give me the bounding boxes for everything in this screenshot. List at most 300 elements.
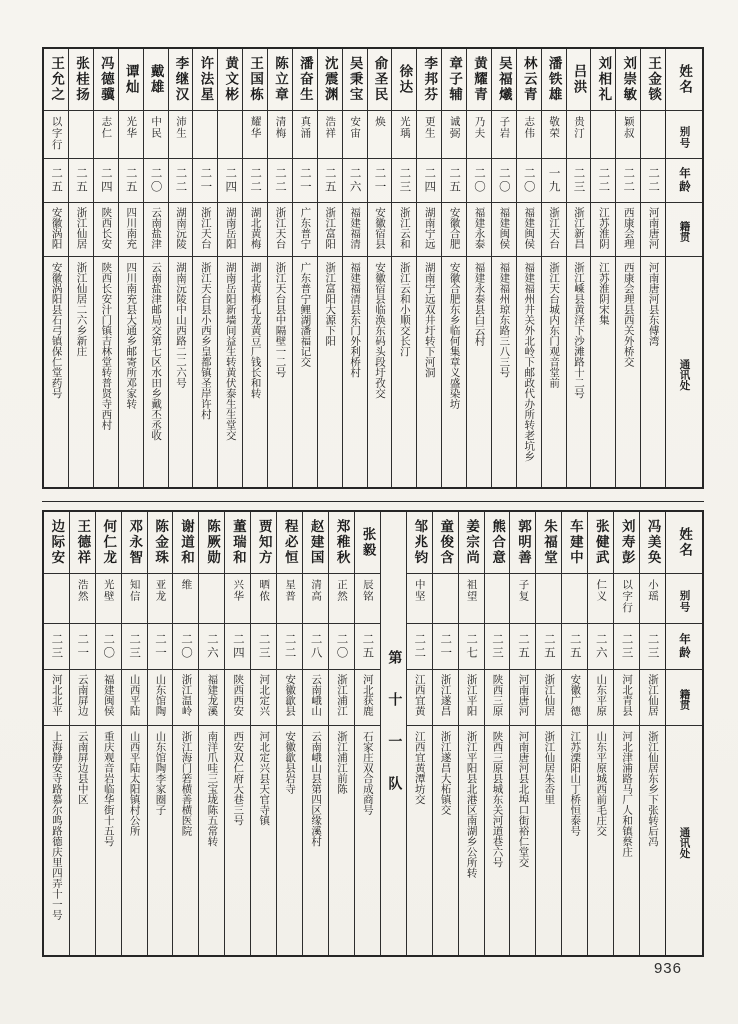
- entry-alias: 颖叔: [616, 111, 640, 159]
- entry-alias: 光瑀: [392, 111, 416, 159]
- entry-alias: 志伟: [517, 111, 541, 159]
- entry-address: 云南峨山县第四区缘溪村: [310, 731, 322, 847]
- entry-age: 二〇: [492, 159, 516, 203]
- entry-alias: 光华: [119, 111, 143, 159]
- person-column: [93, 49, 118, 487]
- entry-name: 吴秉宝: [343, 49, 367, 111]
- entry-address: 重庆观音岩临华街十五号: [102, 731, 114, 847]
- entry-address: 安徽歙县岩寺: [284, 731, 296, 794]
- header-origin-cell: [666, 670, 702, 726]
- entry-address: 河南唐河县北埠口街裕仁堂交: [517, 731, 529, 868]
- entry-alias: [485, 574, 510, 624]
- entry-name: 朱福堂: [536, 512, 561, 574]
- entry-alias: 亚龙: [148, 574, 173, 624]
- entry-alias: 中坚: [407, 574, 432, 624]
- entry-address: 云南盐津邮局交第七区水田乡戴丕丞收: [150, 262, 162, 441]
- entry-origin: 云南盐津: [144, 203, 168, 257]
- entry-age: 二二: [268, 159, 292, 203]
- entry-age: 二五: [69, 159, 93, 203]
- entry-origin: 陕西长安: [94, 203, 118, 257]
- person-column: [466, 49, 491, 487]
- entry-origin: 河北获鹿: [355, 670, 380, 726]
- entry-alias: [433, 574, 458, 624]
- entry-address: 云南屏边县中区: [76, 731, 88, 805]
- entry-alias: 诚弼: [442, 111, 466, 159]
- entry-origin: 河北定兴: [251, 670, 276, 726]
- entry-origin: 安徽涡阳: [44, 203, 68, 257]
- entry-alias: [591, 111, 615, 159]
- page-number: 936: [653, 960, 682, 977]
- header-alias-cell: [666, 574, 702, 624]
- entry-age: 二三: [251, 624, 276, 670]
- entry-alias: 辰铭: [355, 574, 380, 624]
- entry-origin: 福建龙溪: [199, 670, 224, 726]
- entry-origin: 湖南沅陵: [169, 203, 193, 257]
- entry-age: 二三: [392, 159, 416, 203]
- entry-alias: 中民: [144, 111, 168, 159]
- entry-origin: 河南唐河: [510, 670, 535, 726]
- entry-age: 二四: [218, 159, 242, 203]
- entry-address: 陕西长安汁门镇吉林堂转普贤寺西村: [100, 262, 112, 430]
- header-name: 姓名: [677, 527, 693, 558]
- entry-name: 陈立章: [268, 49, 292, 111]
- entry-origin: 福建福清: [343, 203, 367, 257]
- entry-name: 郭明善: [510, 512, 535, 574]
- entry-age: 二四: [94, 159, 118, 203]
- entry-name: 李继汉: [169, 49, 193, 111]
- entry-name: 郑稚秋: [329, 512, 354, 574]
- entry-name: 童俊含: [433, 512, 458, 574]
- entry-age: 二五: [44, 159, 68, 203]
- entry-name: 潘铁雄: [542, 49, 566, 111]
- entry-address: 河北定兴县天官寺镇: [258, 731, 270, 826]
- person-column: [172, 512, 198, 955]
- entry-address: 西康会理县西关外桥交: [622, 262, 634, 367]
- entry-address: 南洋爪哇三宝垅陈五常转: [206, 731, 218, 847]
- header-origin: 籍贯: [678, 689, 690, 710]
- entry-address: 上海静安寺路慕尔鸣路德庆里四弄十一号: [50, 731, 62, 920]
- person-column: [561, 512, 587, 955]
- entry-name: 陈金珠: [148, 512, 173, 574]
- entry-origin: 浙江富阳: [318, 203, 342, 257]
- entry-origin: 福建闽侯: [517, 203, 541, 257]
- entry-age: 二〇: [173, 624, 198, 670]
- person-column: [242, 49, 267, 487]
- entry-address: 福建永泰县白云村: [473, 262, 485, 346]
- entry-address: 河北津浦路马厂人和镇蔡庄: [621, 731, 633, 857]
- entry-address: 浙江浦江前陈: [335, 731, 347, 794]
- entry-alias: 清梅: [268, 111, 292, 159]
- person-column: [68, 49, 93, 487]
- entry-name: 俞圣民: [368, 49, 392, 111]
- entry-age: 二二: [591, 159, 615, 203]
- entry-name: 程必恒: [277, 512, 302, 574]
- entry-origin: 浙江浦江: [329, 670, 354, 726]
- entry-address: 福建福清县东门外利桥村: [349, 262, 361, 378]
- entry-name: 戴雄: [144, 49, 168, 111]
- entry-origin: 河北北平: [44, 670, 69, 726]
- entry-address: 山西平陆太阳镇村公所: [128, 731, 140, 836]
- person-column: [516, 49, 541, 487]
- entry-age: 二二: [407, 624, 432, 670]
- entry-origin: 浙江仙居: [536, 670, 561, 726]
- entry-origin: 浙江云和: [392, 203, 416, 257]
- entry-age: 二六: [199, 624, 224, 670]
- entry-address: 山东馆陶李家圈子: [154, 731, 166, 815]
- person-column: [118, 49, 143, 487]
- entry-name: 邓永智: [122, 512, 147, 574]
- person-column: [640, 49, 665, 487]
- entry-age: 一九: [542, 159, 566, 203]
- entry-age: 二一: [148, 624, 173, 670]
- person-column: [416, 49, 441, 487]
- entry-address: 广东普宁鲤湖潘福记交: [299, 262, 311, 367]
- entry-alias: 真涌: [293, 111, 317, 159]
- entry-name: 沈震渊: [318, 49, 342, 111]
- person-column: [224, 512, 250, 955]
- person-column: [566, 49, 591, 487]
- entry-origin: 四川南充: [119, 203, 143, 257]
- entry-age: 二四: [417, 159, 441, 203]
- entry-address: 江苏淮阴宋集: [597, 262, 609, 325]
- section-divider-line: [42, 501, 704, 502]
- entry-alias: 光壁: [96, 574, 121, 624]
- field-labels-column: [665, 512, 702, 955]
- entry-origin: 陕西三原: [485, 670, 510, 726]
- entry-name: 王德祥: [70, 512, 95, 574]
- entry-age: 二六: [343, 159, 367, 203]
- person-column: [615, 49, 640, 487]
- person-column: [590, 49, 615, 487]
- entry-origin: 浙江温岭: [173, 670, 198, 726]
- entry-origin: 西康会理: [616, 203, 640, 257]
- entry-address: 安徽宿县临涣东码头段圩孜交: [373, 262, 385, 399]
- entry-name: 王允之: [44, 49, 68, 111]
- entry-alias: [44, 574, 69, 624]
- person-column: [276, 512, 302, 955]
- person-column: [44, 49, 68, 487]
- entry-name: 陈厥勋: [199, 512, 224, 574]
- entry-age: 二五: [562, 624, 587, 670]
- header-alias: 别号: [678, 125, 690, 149]
- entry-age: 二〇: [517, 159, 541, 203]
- entry-origin: 福建永泰: [467, 203, 491, 257]
- entry-age: 二五: [510, 624, 535, 670]
- entry-age: 二一: [433, 624, 458, 670]
- entry-address: 山东平原城西前毛庄交: [595, 731, 607, 836]
- entry-alias: 祖望: [459, 574, 484, 624]
- entry-origin: 福建闽侯: [96, 670, 121, 726]
- entry-address: 浙江仙居二六乡新庄: [75, 262, 87, 357]
- person-column: [639, 512, 665, 955]
- entry-age: 二一: [293, 159, 317, 203]
- entry-address: 浙江遂昌大柘镇交: [439, 731, 451, 815]
- entry-address: 湖南宁远双井圩转下河洞: [423, 262, 435, 378]
- entry-name: 谢道和: [173, 512, 198, 574]
- entry-origin: 河北青县: [614, 670, 639, 726]
- entry-address: 福建福州琼东路三八三号: [498, 262, 510, 378]
- entry-origin: 浙江天台: [193, 203, 217, 257]
- person-column: [535, 512, 561, 955]
- person-column: [441, 49, 466, 487]
- entry-alias: [218, 111, 242, 159]
- person-column: [192, 49, 217, 487]
- entry-age: 二三: [567, 159, 591, 203]
- entry-alias: 仁义: [588, 574, 613, 624]
- entry-age: 二二: [616, 159, 640, 203]
- entry-age: 二七: [459, 624, 484, 670]
- entry-age: 二四: [225, 624, 250, 670]
- header-address-cell: [666, 726, 702, 955]
- header-alias-cell: [666, 111, 702, 159]
- entry-name: 姜宗尚: [459, 512, 484, 574]
- entry-alias: [199, 574, 224, 624]
- entry-alias: 维: [173, 574, 198, 624]
- entry-name: 吕洪: [567, 49, 591, 111]
- person-column: [198, 512, 224, 955]
- entry-alias: 志仁: [94, 111, 118, 159]
- entry-address: 浙江仙居朱岙里: [543, 731, 555, 805]
- entry-address: 浙江仙居东乡下张转后冯: [647, 731, 659, 847]
- header-name: 姓名: [677, 64, 693, 95]
- person-column: [95, 512, 121, 955]
- entry-address: 四川南充县大通乡邮寄所邓家转: [125, 262, 137, 409]
- entries-top: [44, 49, 665, 487]
- entry-alias: 子复: [510, 574, 535, 624]
- entry-origin: 湖北黄梅: [243, 203, 267, 257]
- entry-origin: 浙江仙居: [640, 670, 665, 726]
- header-alias: 别号: [678, 589, 690, 613]
- entry-origin: 浙江天台: [268, 203, 292, 257]
- entry-address: 河南唐河县东傅湾: [647, 262, 659, 346]
- entry-name: 谭灿: [119, 49, 143, 111]
- header-address: 通讯处: [678, 827, 690, 859]
- entry-address: 西安双仁府大巷三号: [232, 731, 244, 826]
- entry-address: 安徽涡阳县石弓镇保仁堂药号: [50, 262, 62, 399]
- entry-name: 车建中: [562, 512, 587, 574]
- entry-origin: 浙江天台: [542, 203, 566, 257]
- entry-alias: [562, 574, 587, 624]
- person-column: [44, 512, 69, 955]
- entry-address: 浙江天台县小西乡皇都镇圣岸许村: [199, 262, 211, 420]
- entry-name: 边际安: [44, 512, 69, 574]
- entry-alias: 安宙: [343, 111, 367, 159]
- entry-alias: 敬荣: [542, 111, 566, 159]
- entry-alias: 知信: [122, 574, 147, 624]
- entry-alias: [536, 574, 561, 624]
- header-origin-cell: [666, 203, 702, 257]
- entry-name: 徐达: [392, 49, 416, 111]
- entry-alias: 清高: [303, 574, 328, 624]
- register-table-bottom: [42, 510, 704, 957]
- entry-age: 二一: [193, 159, 217, 203]
- person-column: [292, 49, 317, 487]
- entry-name: 邹兆钧: [407, 512, 432, 574]
- header-origin: 籍贯: [678, 221, 690, 242]
- unit-separator-column: [380, 512, 406, 955]
- header-name-cell: [666, 49, 702, 111]
- entry-origin: 福建闽侯: [492, 203, 516, 257]
- entry-alias: 更生: [417, 111, 441, 159]
- entry-address: 江苏溧阳山丁桥恒泰号: [569, 731, 581, 836]
- entry-name: 王金锬: [641, 49, 665, 111]
- entry-alias: 子岩: [492, 111, 516, 159]
- entry-origin: 山西平陆: [122, 670, 147, 726]
- entry-age: 二六: [588, 624, 613, 670]
- entry-name: 吴福爔: [492, 49, 516, 111]
- entry-age: 二一: [368, 159, 392, 203]
- entry-age: 二三: [485, 624, 510, 670]
- entry-alias: 兴华: [225, 574, 250, 624]
- register-table-top: [42, 47, 704, 489]
- entry-alias: 小瑶: [640, 574, 665, 624]
- entry-alias: 晒侬: [251, 574, 276, 624]
- entry-name: 冯美奂: [640, 512, 665, 574]
- entry-age: 二五: [355, 624, 380, 670]
- entry-age: 二二: [169, 159, 193, 203]
- header-address: 通讯处: [678, 358, 690, 391]
- entry-name: 熊合意: [485, 512, 510, 574]
- entry-name: 王国栋: [243, 49, 267, 111]
- person-column: [267, 49, 292, 487]
- entry-age: 二二: [277, 624, 302, 670]
- header-age-cell: [666, 624, 702, 670]
- entry-age: 二一: [70, 624, 95, 670]
- entry-address: 浙江平阳县北港区南湖乡公所转: [465, 731, 477, 878]
- person-column: [147, 512, 173, 955]
- entry-name: 张桂扬: [69, 49, 93, 111]
- entry-alias: 以字行: [44, 111, 68, 159]
- person-column: [69, 512, 95, 955]
- entry-name: 黄耀青: [467, 49, 491, 111]
- entry-age: 二五: [318, 159, 342, 203]
- entry-address: 浙江天台城内东门观音堂前: [548, 262, 560, 388]
- entry-origin: 浙江仙居: [69, 203, 93, 257]
- person-column: [302, 512, 328, 955]
- entry-name: 张健武: [588, 512, 613, 574]
- entry-name: 何仁龙: [96, 512, 121, 574]
- entry-origin: 云南屏边: [70, 670, 95, 726]
- person-column: [391, 49, 416, 487]
- entry-alias: 浩然: [70, 574, 95, 624]
- entry-address: 石家庄双合成商号: [361, 731, 373, 815]
- entry-alias: 星普: [277, 574, 302, 624]
- entry-age: 二三: [122, 624, 147, 670]
- person-column: [406, 512, 432, 955]
- entry-address: 浙江嵊县黄泽下沙滩路十二号: [572, 262, 584, 399]
- entry-origin: 江苏淮阴: [591, 203, 615, 257]
- person-column: [328, 512, 354, 955]
- person-column: [541, 49, 566, 487]
- entry-name: 章子辅: [442, 49, 466, 111]
- person-column: [484, 512, 510, 955]
- person-column: [491, 49, 516, 487]
- entry-origin: 安徽歙县: [277, 670, 302, 726]
- entry-address: 湖南沅陵中山西路二二六号: [174, 262, 186, 388]
- entry-name: 刘崇敏: [616, 49, 640, 111]
- entry-name: 林云青: [517, 49, 541, 111]
- entry-name: 贾知方: [251, 512, 276, 574]
- entry-origin: 山东馆陶: [148, 670, 173, 726]
- entry-address: 安徽合肥东乡临何集章义盛染坊: [448, 262, 460, 409]
- entry-origin: 浙江新昌: [567, 203, 591, 257]
- entry-address: 浙江富阳大源下阳: [324, 262, 336, 346]
- person-column: [458, 512, 484, 955]
- person-column: [354, 512, 380, 955]
- entry-address: 浙江天台县中隔壁一二号: [274, 262, 286, 378]
- entry-origin: 湖南岳阳: [218, 203, 242, 257]
- entry-name: 张毅: [355, 512, 380, 574]
- header-age: 年龄: [678, 633, 691, 660]
- person-column: [367, 49, 392, 487]
- entry-origin: 浙江遂昌: [433, 670, 458, 726]
- entry-origin: 浙江平阳: [459, 670, 484, 726]
- entry-origin: 云南峨山: [303, 670, 328, 726]
- person-column: [121, 512, 147, 955]
- entry-age: 二〇: [96, 624, 121, 670]
- person-column: [342, 49, 367, 487]
- entry-age: 二三: [44, 624, 69, 670]
- person-column: [432, 512, 458, 955]
- entry-alias: 浩祥: [318, 111, 342, 159]
- header-name-cell: [666, 512, 702, 574]
- entry-name: 刘相礼: [591, 49, 615, 111]
- person-column: [509, 512, 535, 955]
- entry-age: 二五: [119, 159, 143, 203]
- person-column: [317, 49, 342, 487]
- field-labels-column: [665, 49, 702, 487]
- entry-name: 黄文彬: [218, 49, 242, 111]
- entry-alias: 乃夫: [467, 111, 491, 159]
- entry-age: 二三: [614, 624, 639, 670]
- entry-origin: 安徽合肥: [442, 203, 466, 257]
- entry-name: 李邦芬: [417, 49, 441, 111]
- entry-alias: 焕: [368, 111, 392, 159]
- header-age-cell: [666, 159, 702, 203]
- entry-origin: 安徽广德: [562, 670, 587, 726]
- entry-address: 浙江云和小顺交长汀: [398, 262, 410, 357]
- unit-label: 第十一队: [386, 649, 402, 818]
- entry-name: 董瑞和: [225, 512, 250, 574]
- entry-age: 二〇: [467, 159, 491, 203]
- entry-age: 二二: [641, 159, 665, 203]
- entry-name: 赵建国: [303, 512, 328, 574]
- entry-address: 福建福州井关外北岭下邮政代办所转老坑乡: [523, 262, 535, 462]
- entry-origin: 山东平原: [588, 670, 613, 726]
- entry-address: 湖北黄梅孔龙黄豆厂钱长和转: [249, 262, 261, 399]
- entry-address: 湖南岳阳新墙间益生转黄伏泰生生堂交: [224, 262, 236, 441]
- entry-alias: [193, 111, 217, 159]
- entry-age: 二二: [243, 159, 267, 203]
- entry-age: 二三: [640, 624, 665, 670]
- entry-name: 刘寿彭: [614, 512, 639, 574]
- entry-origin: 陕西西安: [225, 670, 250, 726]
- entry-origin: 江西宜黄: [407, 670, 432, 726]
- entry-age: 二八: [303, 624, 328, 670]
- entry-alias: [69, 111, 93, 159]
- header-address-cell: [666, 257, 702, 487]
- entry-address: 江西宜黄潭坊交: [413, 731, 425, 805]
- entry-alias: 正然: [329, 574, 354, 624]
- person-column: [217, 49, 242, 487]
- entry-alias: 耀华: [243, 111, 267, 159]
- entries-bottom: [44, 512, 665, 955]
- entry-alias: [641, 111, 665, 159]
- entry-origin: 安徽宿县: [368, 203, 392, 257]
- entry-age: 二〇: [144, 159, 168, 203]
- entry-address: 陕西三原县城东关河道巷六号: [491, 731, 503, 868]
- entry-origin: 湖南宁远: [417, 203, 441, 257]
